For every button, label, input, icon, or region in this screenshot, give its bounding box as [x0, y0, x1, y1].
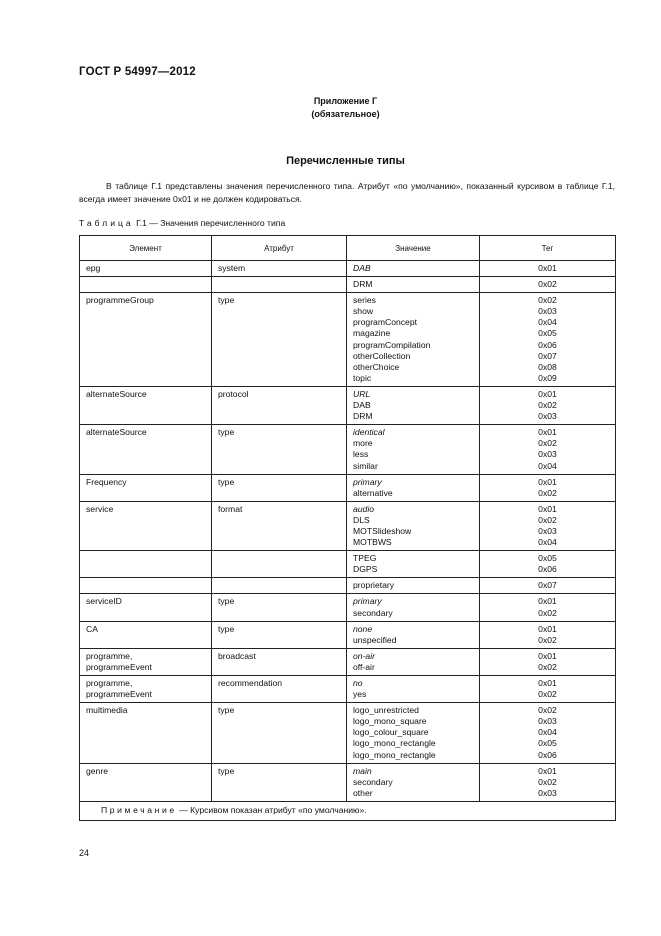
table-row — [80, 293, 616, 387]
tag-value: 0x03 — [538, 411, 557, 422]
table-row — [80, 425, 616, 474]
cell-tags — [480, 277, 616, 293]
tag-value: 0x01 — [538, 650, 557, 661]
cell-attribute — [212, 293, 347, 387]
appendix-title: Приложение Г — [313, 96, 378, 106]
default-value: primary — [353, 596, 382, 607]
tag-value: 0x02 — [538, 438, 557, 449]
tag-value: 0x01 — [538, 503, 557, 514]
tag-value: 0x04 — [538, 537, 557, 548]
cell-element — [80, 578, 212, 594]
tag-value: 0x02 — [538, 705, 557, 716]
enum-value: off-air — [353, 661, 375, 672]
cell-element — [80, 501, 212, 550]
tag-value: 0x02 — [538, 661, 557, 672]
default-value: primary — [353, 476, 382, 487]
table-note — [80, 801, 616, 820]
tag-value: 0x01 — [538, 623, 557, 634]
cell-values — [347, 293, 480, 387]
cell-values — [347, 648, 480, 675]
tag-value: 0x03 — [538, 306, 557, 317]
element-name: multimedia — [86, 705, 128, 716]
column-header-tag: Тег — [480, 236, 616, 261]
element-name: service — [86, 503, 114, 514]
cell-element — [80, 474, 212, 501]
tag-value: 0x02 — [538, 295, 557, 306]
tag-value: 0x02 — [538, 607, 557, 618]
cell-element — [80, 676, 212, 703]
cell-values — [347, 277, 480, 293]
attribute-name: type — [218, 427, 235, 438]
table-row — [80, 621, 616, 648]
enum-value: programConcept — [353, 317, 418, 328]
cell-tags — [480, 551, 616, 578]
default-value: identical — [353, 427, 385, 438]
cell-element — [80, 648, 212, 675]
tag-value: 0x01 — [538, 476, 557, 487]
enum-value: secondary — [353, 607, 393, 618]
default-value: on-air — [353, 650, 375, 661]
attribute-name: type — [218, 596, 235, 607]
enum-value: logo_mono_square — [353, 716, 427, 727]
cell-element — [80, 261, 212, 277]
enum-value: unspecified — [353, 634, 397, 645]
tag-value: 0x02 — [538, 514, 557, 525]
tag-value: 0x03 — [538, 525, 557, 536]
enum-value: otherCollection — [353, 350, 411, 361]
cell-element — [80, 621, 212, 648]
cell-element — [80, 703, 212, 763]
cell-values — [347, 578, 480, 594]
intro-paragraph: В таблице Г.1 представлены значения перечисленного типа. Атрибут «по умолчанию», показанный курсивом в таблице Г.1, всегда имеет значение 0x01 и не должен кодироваться. — [79, 181, 615, 204]
cell-element — [80, 277, 212, 293]
tag-value: 0x06 — [538, 749, 557, 760]
cell-element — [80, 293, 212, 387]
enum-value: TPEG — [353, 553, 377, 564]
table-caption — [79, 218, 285, 228]
cell-attribute — [212, 703, 347, 763]
enum-value: DLS — [353, 514, 370, 525]
cell-tags — [480, 474, 616, 501]
enum-value: DAB — [353, 400, 371, 411]
cell-attribute — [212, 594, 347, 621]
cell-attribute — [212, 578, 347, 594]
default-value: audio — [353, 503, 375, 514]
enum-value: other — [353, 787, 373, 798]
enum-value: show — [353, 306, 374, 317]
tag-value: 0x05 — [538, 553, 557, 564]
cell-values — [347, 386, 480, 424]
element-name: alternateSource — [86, 388, 147, 399]
tag-value: 0x06 — [538, 564, 557, 575]
default-value: none — [353, 623, 373, 634]
cell-values — [347, 676, 480, 703]
attribute-name: protocol — [218, 388, 249, 399]
column-header-value: Значение — [347, 236, 480, 261]
cell-attribute — [212, 676, 347, 703]
cell-tags — [480, 501, 616, 550]
enum-value: logo_colour_square — [353, 727, 429, 738]
cell-attribute — [212, 621, 347, 648]
table-note-row — [80, 801, 616, 820]
element-name: programmeEvent — [86, 661, 152, 672]
tag-value: 0x07 — [538, 350, 557, 361]
tag-value: 0x08 — [538, 361, 557, 372]
cell-tags — [480, 261, 616, 277]
enum-value: magazine — [353, 328, 391, 339]
table-row — [80, 578, 616, 594]
tag-value: 0x02 — [538, 776, 557, 787]
appendix-status: (обязательное) — [311, 109, 380, 119]
table-row — [80, 277, 616, 293]
cell-tags — [480, 703, 616, 763]
cell-attribute — [212, 386, 347, 424]
attribute-name: type — [218, 476, 235, 487]
enum-value: alternative — [353, 487, 393, 498]
cell-attribute — [212, 501, 347, 550]
cell-tags — [480, 763, 616, 801]
cell-tags — [480, 594, 616, 621]
tag-value: 0x01 — [538, 596, 557, 607]
cell-values — [347, 501, 480, 550]
cell-attribute — [212, 763, 347, 801]
enum-value: programCompilation — [353, 339, 431, 350]
cell-values — [347, 474, 480, 501]
table-row — [80, 703, 616, 763]
element-name: serviceID — [86, 596, 122, 607]
tag-value: 0x02 — [538, 634, 557, 645]
tag-value: 0x09 — [538, 372, 557, 383]
enum-value: DRM — [353, 279, 373, 290]
cell-tags — [480, 648, 616, 675]
attribute-name: type — [218, 623, 235, 634]
element-name: alternateSource — [86, 427, 147, 438]
enum-value: less — [353, 449, 369, 460]
tag-value: 0x03 — [538, 787, 557, 798]
enum-value: logo_mono_rectangle — [353, 738, 436, 749]
cell-attribute — [212, 474, 347, 501]
tag-value: 0x02 — [538, 400, 557, 411]
note-prefix: Примечание — [101, 804, 177, 815]
cell-values — [347, 425, 480, 474]
default-value: no — [353, 678, 363, 688]
enum-value: logo_unrestricted — [353, 705, 419, 716]
tag-value: 0x01 — [538, 263, 557, 273]
tag-value: 0x07 — [538, 580, 557, 591]
element-name: CA — [86, 623, 98, 634]
tag-value: 0x02 — [538, 487, 557, 498]
cell-values — [347, 261, 480, 277]
enum-value: yes — [353, 689, 367, 700]
element-name: programmeEvent — [86, 689, 152, 700]
enum-value: more — [353, 438, 373, 449]
enum-value: proprietary — [353, 580, 395, 591]
tag-value: 0x01 — [538, 765, 557, 776]
column-header-attribute: Атрибут — [212, 236, 347, 261]
tag-value: 0x05 — [538, 328, 557, 339]
cell-values — [347, 763, 480, 801]
note-text: — Курсивом показан атрибут «по умолчанию». — [176, 804, 367, 815]
cell-attribute — [212, 551, 347, 578]
element-name: programme, — [86, 678, 133, 688]
table-row — [80, 261, 616, 277]
tag-value: 0x01 — [538, 427, 557, 438]
enum-value: logo_mono_rectangle — [353, 749, 436, 760]
tag-value: 0x01 — [538, 678, 557, 688]
cell-tags — [480, 386, 616, 424]
enumeration-table — [79, 235, 616, 821]
document-header: ГОСТ Р 54997—2012 — [79, 66, 196, 78]
cell-attribute — [212, 648, 347, 675]
attribute-name: system — [218, 263, 246, 273]
tag-value: 0x04 — [538, 460, 557, 471]
enum-value: MOTSlideshow — [353, 525, 412, 536]
enum-value: secondary — [353, 776, 393, 787]
enum-value: topic — [353, 372, 372, 383]
enum-value: MOTBWS — [353, 537, 392, 548]
table-caption-text: Г.1 — Значения перечисленного типа — [133, 218, 286, 228]
table-row — [80, 386, 616, 424]
cell-tags — [480, 425, 616, 474]
page-number: 24 — [79, 848, 90, 858]
tag-value: 0x04 — [538, 727, 557, 738]
table-row — [80, 594, 616, 621]
default-value: main — [353, 765, 372, 776]
table-caption-prefix: Таблица — [79, 218, 134, 228]
column-header-element: Элемент — [80, 236, 212, 261]
tag-value: 0x01 — [538, 388, 557, 399]
cell-values — [347, 703, 480, 763]
cell-attribute — [212, 261, 347, 277]
cell-values — [347, 551, 480, 578]
tag-value: 0x03 — [538, 449, 557, 460]
element-name: programme, — [86, 650, 133, 661]
cell-attribute — [212, 425, 347, 474]
table-body — [80, 261, 616, 821]
attribute-name: format — [218, 503, 243, 514]
cell-tags — [480, 621, 616, 648]
default-value: DAB — [353, 263, 371, 273]
cell-element — [80, 386, 212, 424]
tag-value: 0x04 — [538, 317, 557, 328]
table-row — [80, 501, 616, 550]
cell-values — [347, 594, 480, 621]
element-name: genre — [86, 765, 108, 776]
cell-tags — [480, 293, 616, 387]
table-row — [80, 763, 616, 801]
cell-values — [347, 621, 480, 648]
table-row — [80, 551, 616, 578]
enum-value: similar — [353, 460, 378, 471]
attribute-name: type — [218, 705, 235, 716]
attribute-name: type — [218, 765, 235, 776]
table-row — [80, 676, 616, 703]
section-title: Перечисленные типы — [286, 155, 405, 167]
tag-value: 0x02 — [538, 689, 557, 700]
element-name: Frequency — [86, 476, 127, 487]
table-row — [80, 648, 616, 675]
element-name: programmeGroup — [86, 295, 154, 306]
tag-value: 0x06 — [538, 339, 557, 350]
cell-attribute — [212, 277, 347, 293]
enum-value: DRM — [353, 411, 373, 422]
attribute-name: recommendation — [218, 678, 283, 688]
enum-value: series — [353, 295, 376, 306]
table-row — [80, 474, 616, 501]
table-header-row — [80, 236, 616, 261]
cell-tags — [480, 578, 616, 594]
cell-element — [80, 551, 212, 578]
attribute-name: type — [218, 295, 235, 306]
tag-value: 0x03 — [538, 716, 557, 727]
cell-tags — [480, 676, 616, 703]
appendix-heading — [0, 95, 661, 121]
tag-value: 0x05 — [538, 738, 557, 749]
enum-value: otherChoice — [353, 361, 400, 372]
enum-value: DGPS — [353, 564, 378, 575]
default-value: URL — [353, 388, 371, 399]
element-name: epg — [86, 263, 101, 273]
cell-element — [80, 763, 212, 801]
cell-element — [80, 425, 212, 474]
cell-element — [80, 594, 212, 621]
tag-value: 0x02 — [538, 279, 557, 290]
attribute-name: broadcast — [218, 650, 256, 661]
